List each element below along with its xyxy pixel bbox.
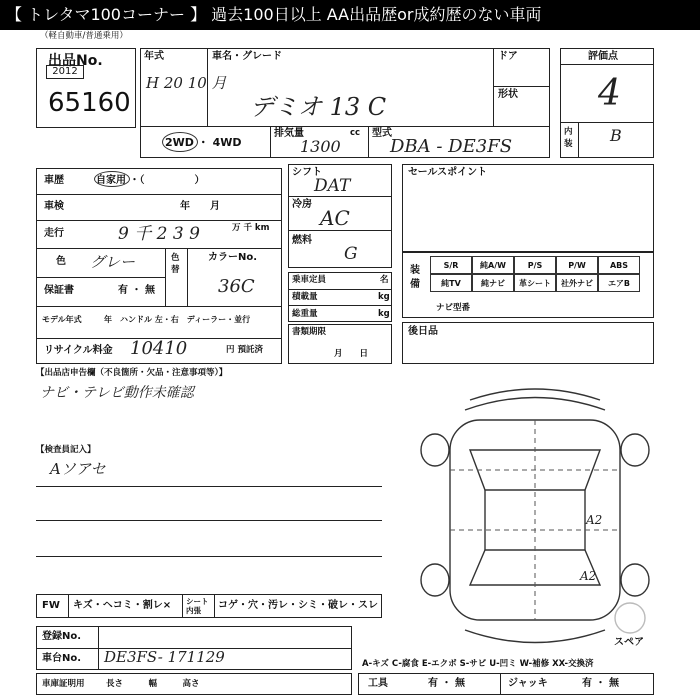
seat-values: コゲ・穴・汚レ・シミ・破レ・スレ — [218, 600, 378, 611]
drive-circle — [162, 132, 198, 152]
chassis-label: 車台No. — [42, 653, 82, 664]
aircon-value: AC — [320, 206, 350, 230]
recycle-unit: 円 預託済 — [226, 345, 263, 355]
inspection-label: 車検 — [44, 201, 64, 212]
legend: A-キズ C-腐食 E-エクボ S-サビ U-凹ミ W-補修 XX-交換済 — [362, 659, 594, 669]
name-label: 車名・グレード — [212, 51, 282, 62]
spare-label: スペア — [614, 637, 644, 648]
lot-number: 65160 — [48, 88, 131, 118]
diagram-mark-1: A2 — [586, 513, 603, 527]
displacement-value: 1300 — [300, 137, 341, 156]
navi-label: ナビ型番 — [436, 303, 471, 313]
seat-label: シート 内張 — [186, 597, 209, 615]
shift-value: DAT — [314, 176, 351, 196]
private-circle — [94, 171, 130, 187]
equipment-item: エアB — [598, 274, 640, 292]
diagram-mark-2: A2 — [580, 569, 597, 583]
equipment-label: 装備 — [410, 265, 420, 290]
rear-box — [402, 322, 654, 364]
color-value: グレー — [90, 253, 136, 271]
shift-label: シフト — [292, 167, 322, 178]
year-label: 年式 — [144, 51, 164, 62]
equipment-item: 純TV — [430, 274, 472, 292]
equipment-item: 社外ナビ — [556, 274, 598, 292]
inspector-label: 【検査員記入】 — [36, 445, 96, 455]
warranty-value: 有 ・ 無 — [118, 285, 155, 296]
warranty-label: 保証書 — [44, 285, 74, 296]
sales-point-label: セールスポイント — [408, 167, 488, 178]
name-value: デミオ 13 C — [250, 93, 387, 121]
lot-year: 2012 — [46, 65, 84, 79]
colorno-label: カラーNo. — [208, 252, 258, 263]
jack-value: 有 ・ 無 — [582, 678, 619, 689]
grade-label: 評価点 — [588, 51, 618, 62]
equipment-item: P/S — [514, 256, 556, 274]
cert-label: 車庫証明用 — [42, 679, 85, 689]
load-label: 積載量 — [292, 292, 318, 302]
inspector-value: Aソアセ — [50, 460, 106, 478]
gross-unit: kg — [378, 309, 390, 319]
registration-label: 登録No. — [42, 631, 82, 642]
interior-label: 内 装 — [564, 127, 573, 149]
fw-label: FW — [42, 600, 60, 611]
fw-values: キズ・ヘコミ・割レ× — [73, 600, 172, 611]
model-year-value: 年 ハンドル 左・右 ディーラー・並行 — [104, 315, 251, 324]
capacity-unit: 名 — [380, 275, 389, 285]
inspection-value: 年 月 — [180, 201, 220, 212]
history-box — [36, 168, 282, 364]
displacement-label: 排気量 — [274, 128, 304, 139]
seller-note-value: ナビ・テレビ動作未確認 — [40, 385, 194, 401]
equipment-item: P/W — [556, 256, 598, 274]
year-value: H 20 10 月 — [146, 74, 227, 92]
capacity-label: 乗車定員 — [292, 275, 327, 285]
drive-label: 2WD ・ 4WD — [165, 136, 242, 149]
history-value: 自家用 ・（ ） — [96, 175, 205, 186]
mileage-value: 9 千 2 3 9 — [118, 224, 200, 244]
car-diagram — [410, 380, 660, 670]
fuel-value: G — [344, 244, 358, 264]
tools-value: 有 ・ 無 — [428, 678, 465, 689]
gross-label: 総重量 — [292, 309, 318, 319]
aircon-label: 冷房 — [292, 199, 312, 210]
recycle-label: リサイクル料金 — [44, 345, 113, 356]
equipment-item: 革シート — [514, 274, 556, 292]
model-label: 型式 — [372, 128, 392, 139]
history-label: 車歴 — [44, 175, 64, 186]
load-unit: kg — [378, 292, 390, 302]
displacement-unit: cc — [350, 128, 361, 138]
equipment-item: 純ナビ — [472, 274, 514, 292]
tools-label: 工具 — [368, 678, 388, 689]
jack-label: ジャッキ — [508, 678, 548, 689]
recycle-value: 10410 — [130, 338, 188, 359]
colorno-value: 36C — [218, 276, 255, 297]
grade-score: 4 — [598, 73, 621, 114]
interior-value: B — [610, 126, 622, 145]
model-year: モデル年式 — [42, 315, 82, 324]
color-change: 色替 — [171, 253, 180, 275]
equipment-item: ABS — [598, 256, 640, 274]
page-header: 【 トレタマ100コーナー 】 過去100日以上 AA出品歴or成約歴のない車両 — [0, 0, 700, 30]
deadline-label: 書類期限 — [292, 327, 327, 337]
shape-label: 形状 — [498, 89, 518, 100]
rear-label: 後日品 — [408, 326, 438, 337]
chassis-value: DE3FS- 171129 — [104, 648, 225, 666]
model-value: DBA - DE3FS — [390, 136, 513, 157]
equipment-item: 純A/W — [472, 256, 514, 274]
cert-dims: 長さ 幅 高さ — [106, 679, 200, 689]
door-label: ドア — [498, 51, 518, 62]
top-note: （軽自動車/普通乗用） — [40, 31, 128, 41]
deadline-value: 月 日 — [334, 349, 369, 359]
fuel-label: 燃料 — [292, 235, 312, 246]
spare-tire-circle — [615, 603, 645, 633]
color-label: 色 — [56, 256, 66, 267]
mileage-units: 万 千 km — [232, 223, 270, 233]
seller-note-label: 【出品店申告欄（不良箇所・欠品・注意事項等）】 — [36, 368, 228, 378]
mileage-label: 走行 — [44, 228, 64, 239]
lot-label: 出品No. — [48, 53, 103, 69]
equipment-item: S/R — [430, 256, 472, 274]
